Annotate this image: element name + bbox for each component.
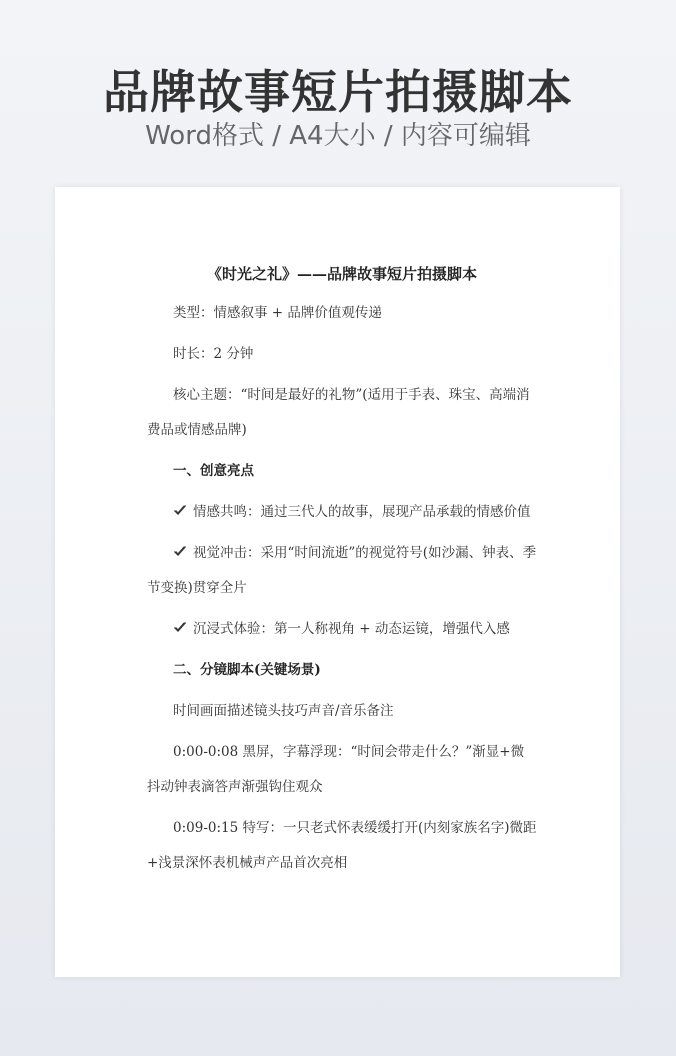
check-icon [173,503,187,517]
storyboard-scene: 0:09-0:15 特写：一只老式怀表缓缓打开(内刻家族名字)微距+浅景深怀表机械声产品首次亮相 [147,820,537,871]
storyboard-table-header: 时间画面描述镜头技巧声音/音乐备注 [173,703,394,719]
highlight-item [147,495,537,530]
theme-line: 核心主题：“时间是最好的礼物”(适用于手表、珠宝、高端消费品或情感品牌) [147,387,530,438]
banner-subtitle: Word格式 / A4大小 / 内容可编辑 [145,121,531,151]
check-icon [173,620,187,634]
banner-title: 品牌故事短片拍摄脚本 [103,65,573,119]
section-heading-storyboard: 二、分镜脚本(关键场景) [173,662,321,678]
type-line: 类型：情感叙事 + 品牌价值观传递 [173,305,382,321]
duration-line: 时长：2 分钟 [173,346,254,362]
check-icon [173,544,187,558]
storyboard-scene: 0:00-0:08 黑屏，字幕浮现：“时间会带走什么？”渐显+微抖动钟表滴答声渐强钩住观众 [147,744,525,795]
document-title: 《时光之礼》——品牌故事短片拍摄脚本 [206,265,477,283]
highlight-text: 视觉冲击：采用“时间流逝”的视觉符号(如沙漏、钟表、季节变换)贯穿全片 [147,545,537,596]
document-page [55,187,620,977]
document-body [147,257,537,887]
highlight-text: 沉浸式体验：第一人称视角 + 动态运镜，增强代入感 [193,621,510,637]
highlight-item [147,612,537,647]
highlight-item [147,536,537,606]
section-heading-highlights: 一、创意亮点 [173,463,254,479]
highlight-text: 情感共鸣：通过三代人的故事，展现产品承载的情感价值 [193,504,531,520]
